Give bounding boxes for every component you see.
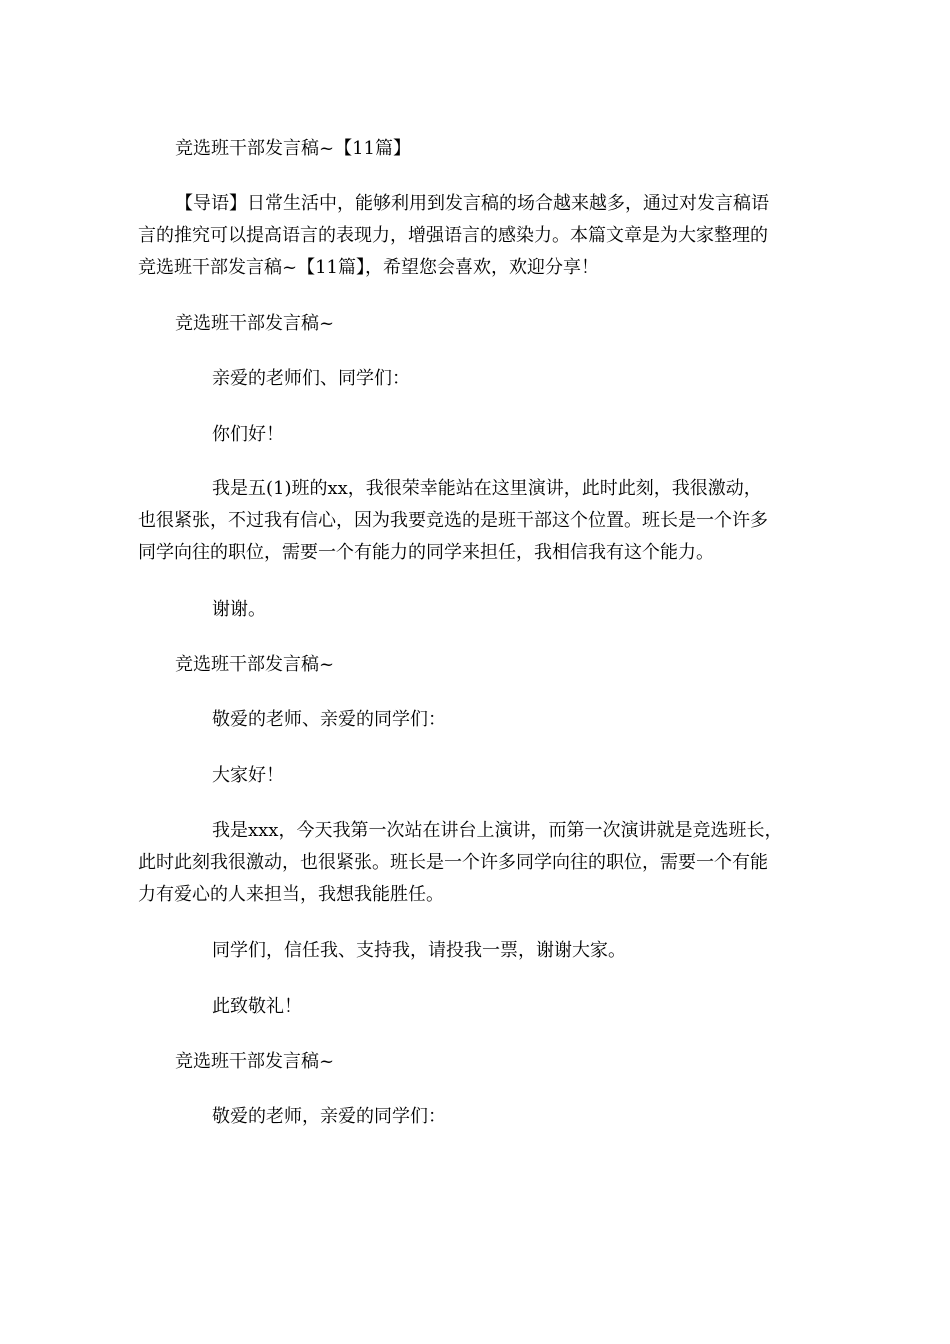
speech1-heading: 竞选班干部发言稿~ [175,313,335,334]
speech2-body-line-1: 我是xxx，今天我第一次站在讲台上演讲，而第一次演讲就是竞选班长， [212,820,783,841]
speech1-body-line-1: 我是五(1)班的xx，我很荣幸能站在这里演讲，此时此刻，我很激动， [212,478,762,499]
speech1-closing: 谢谢。 [212,599,266,620]
speech1-body-line-3: 同学向往的职位，需要一个有能力的同学来担任，我相信我有这个能力。 [138,542,714,563]
speech3-salutation: 敬爱的老师，亲爱的同学们： [212,1106,446,1127]
speech2-greeting: 大家好！ [212,765,284,786]
speech3-heading: 竞选班干部发言稿~ [175,1051,335,1072]
speech1-body-line-2: 也很紧张，不过我有信心，因为我要竞选的是班干部这个位置。班长是一个许多 [138,510,768,531]
speech1-greeting: 你们好！ [212,424,284,445]
document-title: 竞选班干部发言稿~【11篇】 [175,138,411,159]
speech2-body-line-2: 此时此刻我很激动，也很紧张。班长是一个许多同学向往的职位，需要一个有能 [138,852,768,873]
speech2-salutation: 敬爱的老师、亲爱的同学们： [212,709,446,730]
speech2-body [138,815,818,911]
intro-line-1: 【导语】日常生活中，能够利用到发言稿的场合越来越多，通过对发言稿语 [175,193,769,214]
intro-paragraph [138,188,818,284]
speech2-closing: 此致敬礼！ [212,996,302,1017]
speech1-body [138,473,818,569]
speech2-appeal: 同学们，信任我、支持我，请投我一票，谢谢大家。 [212,940,626,961]
intro-line-2: 言的推究可以提高语言的表现力，增强语言的感染力。本篇文章是为大家整理的 [138,225,768,246]
speech2-body-line-3: 力有爱心的人来担当，我想我能胜任。 [138,884,444,905]
speech1-salutation: 亲爱的老师们、同学们： [212,368,410,389]
speech2-heading: 竞选班干部发言稿~ [175,654,335,675]
intro-line-3: 竞选班干部发言稿~【11篇】，希望您会喜欢，欢迎分享！ [138,257,599,278]
